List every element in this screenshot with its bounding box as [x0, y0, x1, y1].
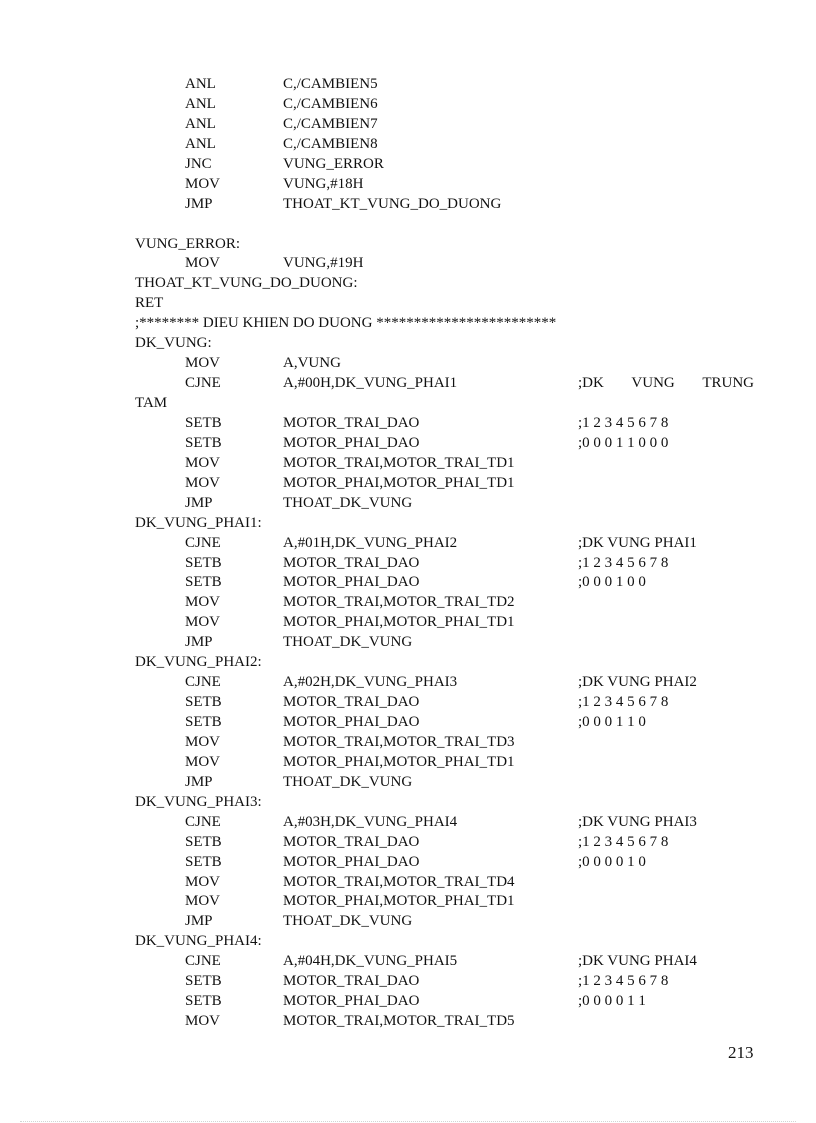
page-number: 213 [728, 1043, 754, 1062]
code-instruction-line [0, 195, 816, 215]
code-instruction-line [0, 75, 816, 95]
mnemonic: SETB [185, 574, 222, 591]
comment: ;DK VUNG PHAI2 [578, 674, 697, 691]
operands: MOTOR_PHAI,MOTOR_PHAI_TD1 [283, 614, 515, 631]
operands: C,/CAMBIEN6 [283, 95, 378, 112]
code-instruction-line [0, 454, 816, 474]
mnemonic: SETB [185, 414, 222, 431]
code-instruction-line [0, 534, 816, 554]
operands: A,VUNG [283, 355, 341, 372]
code-label: DK_VUNG: [135, 335, 212, 352]
blank-line [0, 215, 816, 235]
mnemonic: SETB [185, 694, 222, 711]
mnemonic: SETB [185, 973, 222, 990]
mnemonic: ANL [185, 95, 216, 112]
operands: THOAT_DK_VUNG [283, 773, 413, 790]
code-label-line [0, 235, 816, 255]
mnemonic: SETB [185, 993, 222, 1010]
code-label-line [0, 932, 816, 952]
code-instruction-line [0, 992, 816, 1012]
mnemonic: MOV [185, 594, 221, 611]
mnemonic: ANL [185, 135, 216, 152]
mnemonic: SETB [185, 714, 222, 730]
code-label-line [0, 394, 816, 414]
code-instruction-line [0, 175, 816, 195]
mnemonic: CJNE [185, 953, 221, 970]
mnemonic: SETB [185, 434, 222, 451]
mnemonic: MOV [185, 733, 221, 750]
code-label: DK_VUNG_PHAI2: [135, 654, 262, 671]
mnemonic: MOV [185, 454, 221, 471]
code-instruction-line [0, 713, 816, 733]
operands: A,#01H,DK_VUNG_PHAI2 [283, 534, 458, 551]
code-label-line [0, 294, 816, 314]
code-instruction-line [0, 733, 816, 753]
mnemonic: MOV [185, 614, 221, 631]
comment-word: TRUNG [702, 375, 754, 392]
mnemonic: ANL [185, 76, 216, 92]
operands: MOTOR_PHAI,MOTOR_PHAI_TD1 [283, 893, 515, 910]
operands: MOTOR_TRAI_DAO [283, 833, 420, 850]
code-label-line [0, 793, 816, 813]
code-instruction-line [0, 135, 816, 155]
operands: MOTOR_TRAI,MOTOR_TRAI_TD5 [283, 1013, 515, 1030]
operands: A,#00H,DK_VUNG_PHAI1 [283, 375, 458, 392]
code-instruction-line [0, 813, 816, 833]
operands: MOTOR_PHAI,MOTOR_PHAI_TD1 [283, 474, 515, 491]
comment-word: VUNG [631, 375, 675, 392]
operands: MOTOR_TRAI,MOTOR_TRAI_TD4 [283, 873, 515, 890]
footer-rule [20, 1121, 796, 1122]
code-label-line [0, 274, 816, 294]
code-instruction-line [0, 773, 816, 793]
mnemonic: MOV [185, 255, 221, 272]
comment: ;0 0 0 1 1 0 0 0 [578, 434, 669, 451]
operands: MOTOR_TRAI,MOTOR_TRAI_TD3 [283, 733, 515, 750]
operands: A,#02H,DK_VUNG_PHAI3 [283, 674, 458, 691]
operands: THOAT_DK_VUNG [283, 913, 413, 930]
operands: MOTOR_TRAI_DAO [283, 554, 420, 571]
code-label-line [0, 314, 816, 334]
operands: MOTOR_TRAI_DAO [283, 694, 420, 711]
operands: MOTOR_PHAI_DAO [283, 574, 420, 591]
code-instruction-line [0, 972, 816, 992]
comment: ;1 2 3 4 5 6 7 8 [578, 414, 669, 431]
mnemonic: SETB [185, 554, 222, 571]
operands: C,/CAMBIEN7 [283, 115, 378, 132]
mnemonic: ANL [185, 115, 216, 132]
mnemonic: CJNE [185, 674, 221, 691]
code-instruction-line [0, 554, 816, 574]
code-instruction-line [0, 673, 816, 693]
code-instruction-line [0, 593, 816, 613]
mnemonic: MOV [185, 873, 221, 890]
operands: VUNG,#18H [283, 175, 364, 192]
code-instruction-line [0, 853, 816, 873]
mnemonic: MOV [185, 893, 221, 910]
code-instruction-line [0, 573, 816, 593]
operands: MOTOR_TRAI,MOTOR_TRAI_TD1 [283, 454, 515, 471]
operands: MOTOR_TRAI_DAO [283, 973, 420, 990]
operands: A,#03H,DK_VUNG_PHAI4 [283, 813, 458, 830]
code-instruction-line [0, 115, 816, 135]
mnemonic: MOV [185, 753, 221, 770]
comment: ;1 2 3 4 5 6 7 8 [578, 694, 669, 711]
operands: MOTOR_PHAI,MOTOR_PHAI_TD1 [283, 753, 515, 770]
operands: MOTOR_PHAI_DAO [283, 993, 420, 1010]
comment: ;0 0 0 0 1 1 [578, 993, 646, 1010]
mnemonic: MOV [185, 474, 221, 491]
comment: ;1 2 3 4 5 6 7 8 [578, 833, 669, 850]
comment: ;0 0 0 1 0 0 [578, 574, 646, 591]
code-label: VUNG_ERROR: [135, 235, 241, 252]
code-instruction-line [0, 434, 816, 454]
mnemonic: JNC [185, 155, 212, 172]
code-instruction-line [0, 414, 816, 434]
comment: ;1 2 3 4 5 6 7 8 [578, 554, 669, 571]
code-instruction-line [0, 95, 816, 115]
mnemonic: MOV [185, 355, 221, 372]
code-instruction-line [0, 254, 816, 274]
operands: C,/CAMBIEN8 [283, 135, 378, 152]
code-instruction-line [0, 693, 816, 713]
comment: ;DK VUNG PHAI3 [578, 813, 697, 830]
operands: C,/CAMBIEN5 [283, 76, 378, 92]
mnemonic: JMP [185, 773, 213, 790]
code-instruction-line [0, 892, 816, 912]
operands: MOTOR_TRAI_DAO [283, 414, 420, 431]
code-label: DK_VUNG_PHAI1: [135, 514, 262, 531]
mnemonic: MOV [185, 175, 221, 192]
code-instruction-line [0, 374, 816, 394]
code-instruction-line [0, 912, 816, 932]
code-instruction-line [0, 1012, 816, 1032]
code-label: TAM [135, 395, 168, 411]
operands: MOTOR_PHAI_DAO [283, 434, 420, 451]
code-instruction-line [0, 833, 816, 853]
code-label: DK_VUNG_PHAI3: [135, 793, 262, 810]
operands: VUNG,#19H [283, 255, 364, 272]
comment: ;0 0 0 1 1 0 [578, 714, 646, 730]
mnemonic: JMP [185, 634, 213, 651]
code-label: ;******** DIEU KHIEN DO DUONG ************************ [135, 315, 557, 332]
mnemonic: MOV [185, 1013, 221, 1030]
mnemonic: JMP [185, 494, 213, 511]
mnemonic: CJNE [185, 813, 221, 830]
operands: MOTOR_PHAI_DAO [283, 714, 420, 730]
code-instruction-line [0, 613, 816, 633]
mnemonic: SETB [185, 833, 222, 850]
mnemonic: SETB [185, 853, 222, 870]
code-label: RET [135, 295, 164, 312]
code-label-line [0, 653, 816, 673]
code-label-line [0, 514, 816, 534]
code-instruction-line [0, 753, 816, 773]
operands: THOAT_DK_VUNG [283, 494, 413, 511]
operands: VUNG_ERROR [283, 155, 384, 172]
comment: ;DK VUNG PHAI1 [578, 534, 697, 551]
comment-word: ;DK [578, 375, 604, 392]
mnemonic: JMP [185, 195, 213, 212]
code-instruction-line [0, 474, 816, 494]
code-label-line [0, 334, 816, 354]
mnemonic: CJNE [185, 534, 221, 551]
operands: THOAT_DK_VUNG [283, 634, 413, 651]
code-instruction-line [0, 873, 816, 893]
code-instruction-line [0, 494, 816, 514]
code-instruction-line [0, 952, 816, 972]
comment: ;0 0 0 0 1 0 [578, 853, 646, 870]
mnemonic: JMP [185, 913, 213, 930]
code-listing [0, 75, 816, 1032]
code-instruction-line [0, 354, 816, 374]
operands: MOTOR_TRAI,MOTOR_TRAI_TD2 [283, 594, 515, 611]
comment: ;1 2 3 4 5 6 7 8 [578, 973, 669, 990]
code-instruction-line [0, 633, 816, 653]
operands: MOTOR_PHAI_DAO [283, 853, 420, 870]
mnemonic: CJNE [185, 375, 221, 392]
code-label: THOAT_KT_VUNG_DO_DUONG: [135, 275, 358, 292]
code-instruction-line [0, 155, 816, 175]
code-label: DK_VUNG_PHAI4: [135, 933, 262, 950]
comment: ;DK VUNG PHAI4 [578, 953, 697, 970]
operands: THOAT_KT_VUNG_DO_DUONG [283, 195, 502, 212]
comment [578, 374, 754, 394]
operands: A,#04H,DK_VUNG_PHAI5 [283, 953, 458, 970]
